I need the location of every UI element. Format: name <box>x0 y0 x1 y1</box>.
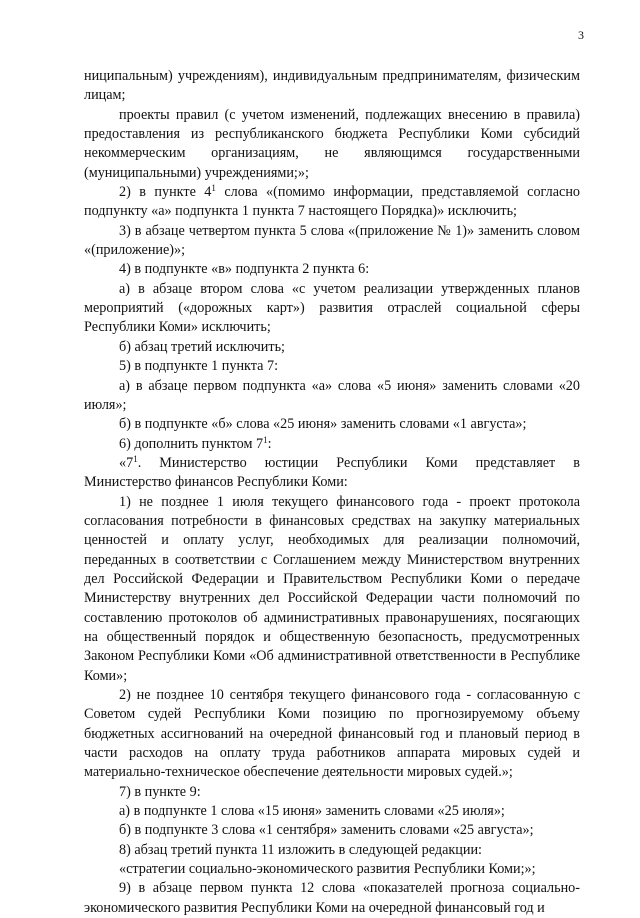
paragraph-10: б) в подпункте «б» слова «25 июня» заменить словами «1 августа»; <box>119 416 527 433</box>
paragraph-14: 2) не позднее 10 сентября текущего финансового года - согласованную с Советом судей Республики Коми позицию по прогнозируемому объему бюджетных ассигнований на очередной финансовый год и плановый период в части расходов на оплату труда работников аппарата мировых судей и материально-техническое обеспечение деятельности мировых судей.»; <box>84 687 580 781</box>
superscript: 1 <box>133 453 138 464</box>
paragraph-12: «$7^1$. Министерство юстиции Республики Коми представляет в Министерство финансов Республики Коми: <box>84 453 580 491</box>
paragraph-1: ниципальным) учреждениям), индивидуальным предпринимателям, физическим лицам; <box>84 68 580 104</box>
paragraph-4: 3) в абзаце четвертом пункта 5 слова «(приложение № 1)» заменить словом «(приложение)»; <box>84 222 580 259</box>
paragraph-9: а) в абзаце первом подпункта «а» слова «5 июня» заменить словами «20 июля»; <box>84 377 580 413</box>
page-number: 3 <box>578 28 584 42</box>
paragraph-19: «стратегии социально-экономического развития Республики Коми;»; <box>119 861 536 878</box>
paragraph-16: а) в подпункте 1 слова «15 июня» заменить словами «25 июля»; <box>119 803 505 820</box>
paragraph-8: 5) в подпункте 1 пункта 7: <box>119 358 279 375</box>
paragraph-17: б) в подпункте 3 слова «1 сентября» заменить словами «25 августа»; <box>119 822 534 839</box>
paragraph-18: 8) абзац третий пункта 11 изложить в следующей редакции: <box>119 841 482 858</box>
paragraph-15: 7) в пункте 9: <box>119 783 201 800</box>
paragraph-20: 9) в абзаце первом пункта 12 слова «показателей прогноза социально-экономического развития Республики Коми на очередной финансовый год и <box>84 880 580 916</box>
paragraph-2: проекты правил (с учетом изменений, подлежащих внесению в правила) предоставления из республиканского бюджета Республики Коми субсидий некоммерческим организациям, не являющимся государственными (муниципальными) учреждениями;»; <box>84 106 580 181</box>
paragraph-11: 6) дополнить пунктом $7^1$: <box>119 434 272 452</box>
paragraph-6: а) в абзаце втором слова «с учетом реализации утвержденных планов мероприятий («дорожных карт») развития отраслей социальной сферы Республики Коми» исключить; <box>84 280 580 336</box>
paragraph-3: 2) в пункте $4^1$ слова «(помимо информации, представляемой согласно подпункту «а» подпункта 1 пункта 7 настоящего Порядка)» исключить; <box>84 183 581 220</box>
paragraph-5: 4) в подпункте «в» подпункта 2 пункта 6: <box>119 261 370 278</box>
paragraph-13: 1) не позднее 1 июля текущего финансового года - проект протокола согласования потребности в финансовых средствах на закупку материальных ценностей и оплату услуг, необходимых для реализации полномочий, переданных в соответствии с Соглашением между Министерством внутренних дел Российской Федерации и Правительством Республики Коми о передаче Министерству внутренних дел Российской Федерации части полномочий по составлению протоколов об административных правонарушениях, посягающих на общественный порядок и общественную безопасность, предусмотренных Законом Республики Коми «Об административной ответственности в Республике Коми»; <box>84 493 580 684</box>
paragraph-7: б) абзац третий исключить; <box>119 338 286 355</box>
document-body <box>84 67 580 918</box>
superscript: 1 <box>263 434 268 445</box>
superscript: 1 <box>211 183 216 194</box>
